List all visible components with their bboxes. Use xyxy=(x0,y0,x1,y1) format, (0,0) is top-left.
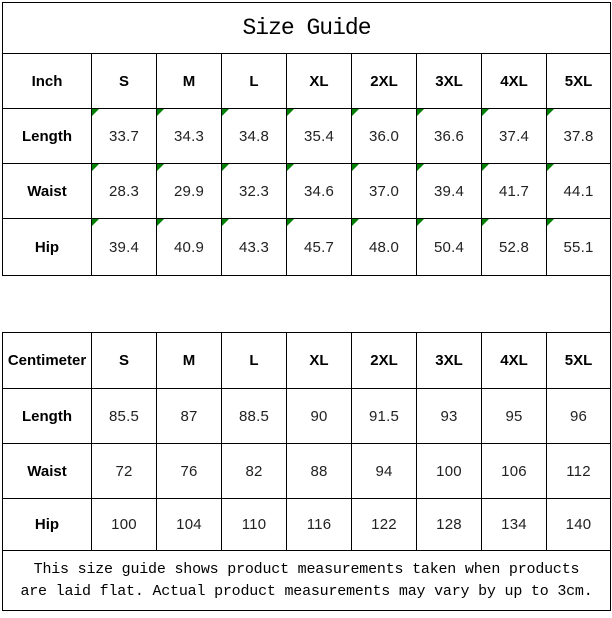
cell-value: 34.8 xyxy=(239,127,269,145)
cell-value: 44.1 xyxy=(563,182,594,200)
table-cell: 88.5 xyxy=(221,389,286,444)
cell-flag-triangle-icon xyxy=(417,109,424,116)
table-cell xyxy=(286,219,351,276)
size-header-3xl: 3XL xyxy=(416,333,481,389)
table-cell: 110 xyxy=(221,499,286,551)
table-cell: 100 xyxy=(91,499,156,551)
size-header-5xl: 5XL xyxy=(546,54,611,109)
cell-value: 48.0 xyxy=(369,238,399,256)
table-cell xyxy=(546,164,611,219)
table-cell xyxy=(156,164,221,219)
table-cell xyxy=(546,219,611,276)
table-cell: 94 xyxy=(351,444,416,499)
table-gap-row xyxy=(2,276,611,333)
title-row xyxy=(2,2,611,54)
cell-value: 37.0 xyxy=(369,182,399,200)
cell-value: 37.4 xyxy=(499,127,529,145)
table-cell: 87 xyxy=(156,389,221,444)
table-cell xyxy=(221,164,286,219)
cell-flag-triangle-icon xyxy=(157,164,164,171)
row-label: Waist xyxy=(2,164,91,219)
cell-value: 55.1 xyxy=(563,238,594,256)
size-header-l: L xyxy=(221,333,286,389)
cell-flag-triangle-icon xyxy=(482,219,489,226)
table-cell xyxy=(351,219,416,276)
table-cell: 90 xyxy=(286,389,351,444)
cell-flag-triangle-icon xyxy=(547,219,554,226)
cell-value: 45.7 xyxy=(304,238,334,256)
cm-hip-row xyxy=(2,499,611,551)
size-header-xl: XL xyxy=(286,333,351,389)
cell-flag-triangle-icon xyxy=(287,109,294,116)
size-header-4xl: 4XL xyxy=(481,333,546,389)
cell-value: 35.4 xyxy=(304,127,334,145)
cell-value: 39.4 xyxy=(434,182,464,200)
table-cell: 95 xyxy=(481,389,546,444)
cell-flag-triangle-icon xyxy=(547,164,554,171)
cell-flag-triangle-icon xyxy=(417,164,424,171)
cell-flag-triangle-icon xyxy=(157,219,164,226)
cell-value: 41.7 xyxy=(499,182,529,200)
table-cell xyxy=(416,219,481,276)
cell-flag-triangle-icon xyxy=(92,219,99,226)
table-cell xyxy=(481,109,546,164)
size-header-2xl: 2XL xyxy=(351,54,416,109)
cell-flag-triangle-icon xyxy=(482,164,489,171)
cell-flag-triangle-icon xyxy=(482,109,489,116)
row-label: Hip xyxy=(2,219,91,276)
cell-value: 28.3 xyxy=(109,182,139,200)
size-header-3xl: 3XL xyxy=(416,54,481,109)
table-cell: 85.5 xyxy=(91,389,156,444)
table-cell xyxy=(221,219,286,276)
size-header-s: S xyxy=(91,333,156,389)
cell-value: 37.8 xyxy=(563,127,594,145)
table-cell xyxy=(481,164,546,219)
cell-flag-triangle-icon xyxy=(547,109,554,116)
cell-flag-triangle-icon xyxy=(222,164,229,171)
row-label: Length xyxy=(2,109,91,164)
footer-note xyxy=(2,551,611,611)
cm-header-row xyxy=(2,333,611,389)
cell-flag-triangle-icon xyxy=(157,109,164,116)
table-cell xyxy=(286,164,351,219)
cell-value: 32.3 xyxy=(239,182,269,200)
table-cell: 100 xyxy=(416,444,481,499)
cell-value: 29.9 xyxy=(174,182,204,200)
inch-waist-row xyxy=(2,164,611,219)
cell-value: 33.7 xyxy=(109,127,139,145)
inch-unit-label: Inch xyxy=(2,54,91,109)
table-cell xyxy=(156,219,221,276)
cell-flag-triangle-icon xyxy=(417,219,424,226)
cell-flag-triangle-icon xyxy=(352,109,359,116)
inch-length-row xyxy=(2,109,611,164)
table-cell xyxy=(351,164,416,219)
title-cell xyxy=(2,2,611,54)
cm-length-row xyxy=(2,389,611,444)
table-cell xyxy=(416,164,481,219)
cell-value: 52.8 xyxy=(499,238,529,256)
cell-value: 36.0 xyxy=(369,127,399,145)
footer-line-1: This size guide shows product measurements taken when products xyxy=(33,560,580,578)
table-cell xyxy=(416,109,481,164)
table-cell: 128 xyxy=(416,499,481,551)
table-cell: 82 xyxy=(221,444,286,499)
table-cell: 72 xyxy=(91,444,156,499)
table-cell: 116 xyxy=(286,499,351,551)
cell-value: 39.4 xyxy=(109,238,139,256)
table-cell: 106 xyxy=(481,444,546,499)
cell-value: 36.6 xyxy=(434,127,464,145)
size-header-l: L xyxy=(221,54,286,109)
cell-value: 34.3 xyxy=(174,127,204,145)
table-cell: 134 xyxy=(481,499,546,551)
cm-unit-label: Centimeter xyxy=(2,333,91,389)
table-cell: 93 xyxy=(416,389,481,444)
table-cell: 104 xyxy=(156,499,221,551)
size-header-4xl: 4XL xyxy=(481,54,546,109)
table-cell: 96 xyxy=(546,389,611,444)
cell-flag-triangle-icon xyxy=(92,164,99,171)
inch-header-row xyxy=(2,54,611,109)
row-label: Waist xyxy=(2,444,91,499)
table-cell xyxy=(91,109,156,164)
cell-value: 50.4 xyxy=(434,238,464,256)
footer-line-2: are laid flat. Actual product measurements may vary by up to 3cm. xyxy=(20,582,593,600)
table-cell xyxy=(286,109,351,164)
cm-waist-row xyxy=(2,444,611,499)
table-cell xyxy=(546,109,611,164)
table-cell: 91.5 xyxy=(351,389,416,444)
cell-flag-triangle-icon xyxy=(287,164,294,171)
cell-flag-triangle-icon xyxy=(287,219,294,226)
cell-flag-triangle-icon xyxy=(352,164,359,171)
size-header-5xl: 5XL xyxy=(546,333,611,389)
table-cell xyxy=(351,109,416,164)
cell-value: 43.3 xyxy=(239,238,269,256)
size-header-m: M xyxy=(156,54,221,109)
cell-flag-triangle-icon xyxy=(352,219,359,226)
cell-value: 34.6 xyxy=(304,182,334,200)
table-cell: 88 xyxy=(286,444,351,499)
cell-flag-triangle-icon xyxy=(222,219,229,226)
cell-flag-triangle-icon xyxy=(222,109,229,116)
footer-row xyxy=(2,551,611,611)
table-cell xyxy=(156,109,221,164)
table-cell xyxy=(91,164,156,219)
cell-value: 40.9 xyxy=(174,238,204,256)
inch-hip-row xyxy=(2,219,611,276)
table-cell: 140 xyxy=(546,499,611,551)
gap-cell xyxy=(2,276,611,333)
table-cell: 112 xyxy=(546,444,611,499)
table-cell: 122 xyxy=(351,499,416,551)
size-guide-sheet xyxy=(2,2,611,611)
table-cell xyxy=(221,109,286,164)
row-label: Hip xyxy=(2,499,91,551)
size-header-xl: XL xyxy=(286,54,351,109)
table-cell xyxy=(91,219,156,276)
cell-flag-triangle-icon xyxy=(92,109,99,116)
size-header-2xl: 2XL xyxy=(351,333,416,389)
size-header-s: S xyxy=(91,54,156,109)
table-cell xyxy=(481,219,546,276)
row-label: Length xyxy=(2,389,91,444)
table-cell: 76 xyxy=(156,444,221,499)
size-header-m: M xyxy=(156,333,221,389)
page-title: Size Guide xyxy=(242,15,371,41)
